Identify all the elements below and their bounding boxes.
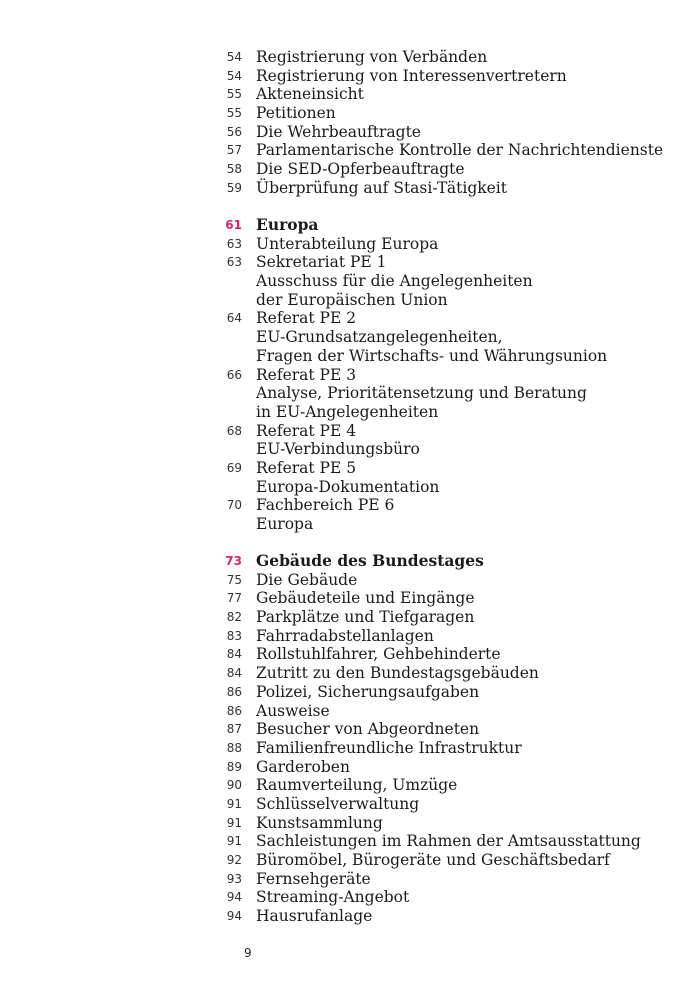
- toc-title: Schlüsselverwaltung: [256, 794, 420, 813]
- toc-group-gebaeude: [0, 552, 700, 926]
- toc-page-number: 68: [226, 423, 242, 438]
- toc-page-number: 77: [226, 591, 242, 606]
- toc-page-number: 87: [226, 722, 242, 737]
- toc-group-europa: [0, 216, 700, 534]
- toc-entry[interactable]: [0, 123, 700, 142]
- toc-page-number: 54: [226, 50, 242, 64]
- toc-page-number: 83: [226, 628, 242, 643]
- toc-page-number: 90: [226, 778, 242, 793]
- toc-title: Referat PE 4: [256, 421, 357, 440]
- toc-title: Garderoben: [256, 757, 350, 776]
- toc-title: Sachleistungen im Rahmen der Amtsausstattung: [256, 832, 641, 851]
- toc-title: Büromöbel, Bürogeräte und Geschäftsbedarf: [256, 851, 610, 869]
- toc-title: Die SED-Opferbeauftragte: [256, 160, 465, 179]
- toc-heading-page-number: 61: [225, 218, 242, 232]
- toc-entry-continuation: [0, 403, 700, 422]
- toc-entry[interactable]: [0, 851, 700, 870]
- toc-entry-continuation: [0, 272, 700, 291]
- toc-page-number: 93: [226, 871, 242, 886]
- toc-entry[interactable]: [0, 683, 700, 702]
- toc-title: Rollstuhlfahrer, Gehbehinderte: [256, 645, 501, 664]
- toc-title: Zutritt zu den Bundestagsgebäuden: [256, 664, 539, 683]
- toc-title: Besucher von Abgeordneten: [256, 720, 480, 739]
- toc-entry[interactable]: [0, 48, 700, 67]
- toc-entry[interactable]: [0, 67, 700, 86]
- toc-title: Parkplätze und Tiefgaragen: [256, 608, 475, 627]
- toc-title: Die Gebäude: [256, 570, 358, 589]
- toc-entry[interactable]: [0, 422, 700, 441]
- toc-page-number: 91: [226, 796, 242, 811]
- toc-title: Unterabteilung Europa: [256, 234, 439, 253]
- toc-entry[interactable]: [0, 235, 700, 254]
- toc-title: Fahrradabstellanlagen: [256, 626, 434, 645]
- toc-title: Fachbereich PE 6: [256, 496, 395, 515]
- toc-entry[interactable]: [0, 645, 700, 664]
- toc-page-number: 94: [226, 890, 242, 905]
- toc-entry-continuation: [0, 347, 700, 366]
- toc-title: Fernsehgeräte: [256, 869, 371, 888]
- toc-title: Kunstsammlung: [256, 813, 383, 832]
- toc-title: Gebäudeteile und Eingänge: [256, 589, 475, 608]
- toc-entry[interactable]: [0, 627, 700, 646]
- toc-title: Referat PE 2: [256, 309, 357, 328]
- toc-title: Überprüfung auf Stasi-Tätigkeit: [256, 178, 507, 197]
- toc-section-heading[interactable]: [0, 552, 700, 571]
- toc-page-number: 88: [226, 740, 242, 755]
- toc-page-number: 91: [226, 815, 242, 830]
- toc-entry[interactable]: [0, 179, 700, 198]
- toc-title: Referat PE 3: [256, 365, 357, 384]
- toc-entry[interactable]: [0, 366, 700, 385]
- toc-entry-continuation: [0, 440, 700, 459]
- toc-entry[interactable]: [0, 589, 700, 608]
- toc-page-number: 66: [226, 367, 242, 382]
- toc-entry[interactable]: [0, 888, 700, 907]
- toc-title: Referat PE 5: [256, 458, 357, 477]
- toc-group-general: [0, 48, 700, 198]
- toc-page-number: 63: [226, 255, 242, 270]
- toc-title: Ausweise: [256, 701, 330, 720]
- toc-entry[interactable]: [0, 309, 700, 328]
- toc-title: Akteneinsicht: [256, 85, 364, 104]
- toc-entry-continuation: [0, 478, 700, 497]
- toc-page-number: 54: [226, 68, 242, 83]
- toc-entry[interactable]: [0, 459, 700, 478]
- toc-entry[interactable]: [0, 253, 700, 272]
- toc-section-heading[interactable]: [0, 216, 700, 235]
- toc-subtitle: Europa-Dokumentation: [256, 477, 440, 496]
- toc-title: Polizei, Sicherungsaufgaben: [256, 682, 480, 701]
- toc-page-number: 75: [226, 572, 242, 587]
- toc-page-number: 84: [226, 666, 242, 681]
- toc-entry[interactable]: [0, 795, 700, 814]
- toc-heading-page-number: 73: [225, 554, 242, 568]
- toc-title: Registrierung von Verbänden: [256, 48, 488, 66]
- toc-subtitle: in EU-Angelegenheiten: [256, 402, 439, 421]
- toc-entry[interactable]: [0, 664, 700, 683]
- toc-page-number: 89: [226, 759, 242, 774]
- toc-entry[interactable]: [0, 571, 700, 590]
- toc-title: Die Wehrbeauftragte: [256, 122, 421, 141]
- toc-subtitle: Europa: [256, 515, 314, 533]
- toc-entry[interactable]: [0, 776, 700, 795]
- toc-title: Raumverteilung, Umzüge: [256, 776, 458, 795]
- toc-entry-continuation: [0, 384, 700, 403]
- toc-subtitle: Ausschuss für die Angelegenheiten: [256, 272, 533, 291]
- toc-entry[interactable]: [0, 870, 700, 889]
- toc-title: Hausrufanlage: [256, 907, 373, 926]
- toc-page-number: 56: [226, 124, 242, 139]
- toc-page-number: 55: [226, 106, 242, 121]
- page-number: 9: [244, 946, 252, 960]
- toc-page-number: 69: [226, 460, 242, 475]
- toc-entry-continuation: [0, 291, 700, 310]
- toc-page-number: 59: [226, 180, 242, 195]
- toc-entry[interactable]: [0, 496, 700, 515]
- toc-page-number: 55: [226, 87, 242, 102]
- toc-entry[interactable]: [0, 832, 700, 851]
- toc-entry[interactable]: [0, 141, 700, 160]
- toc-page-number: 57: [226, 143, 242, 158]
- toc-page-number: 86: [226, 684, 242, 699]
- toc-heading-title: Europa: [256, 215, 319, 234]
- toc-page-number: 64: [226, 311, 242, 326]
- toc-page-number: 58: [226, 162, 242, 177]
- toc-entry-continuation: [0, 515, 700, 534]
- toc-page-number: 63: [226, 236, 242, 251]
- toc-page-number: 86: [226, 703, 242, 718]
- toc-subtitle: EU-Grundsatzangelegenheiten,: [256, 328, 503, 347]
- toc-entry[interactable]: [0, 85, 700, 104]
- toc-page-number: 70: [226, 498, 242, 513]
- toc-entry[interactable]: [0, 702, 700, 721]
- toc-subtitle: der Europäischen Union: [256, 290, 448, 309]
- toc-subtitle: Analyse, Prioritätensetzung und Beratung: [256, 384, 587, 403]
- toc-entry[interactable]: [0, 720, 700, 739]
- toc-page-number: 82: [226, 610, 242, 625]
- toc-title: Streaming-Angebot: [256, 888, 410, 907]
- toc-subtitle: Fragen der Wirtschafts- und Währungsunion: [256, 346, 608, 365]
- toc-entry[interactable]: [0, 160, 700, 179]
- toc-title: Parlamentarische Kontrolle der Nachrichtendienste: [256, 141, 664, 160]
- toc-page-number: 94: [226, 909, 242, 924]
- toc-heading-title: Gebäude des Bundestages: [256, 551, 484, 570]
- toc-entry[interactable]: [0, 104, 700, 123]
- toc-entry[interactable]: [0, 814, 700, 833]
- toc-page-number: 91: [226, 834, 242, 849]
- toc-title: Petitionen: [256, 104, 336, 123]
- toc-page-number: 84: [226, 647, 242, 662]
- toc-subtitle: EU-Verbindungsbüro: [256, 440, 420, 459]
- toc-entry-continuation: [0, 328, 700, 347]
- toc-entry[interactable]: [0, 758, 700, 777]
- toc-title: Sekretariat PE 1: [256, 253, 387, 272]
- toc-entry[interactable]: [0, 739, 700, 758]
- toc-entry[interactable]: [0, 608, 700, 627]
- toc-title: Familienfreundliche Infrastruktur: [256, 738, 522, 757]
- toc-title: Registrierung von Interessenvertretern: [256, 66, 567, 85]
- toc-entry[interactable]: [0, 907, 700, 926]
- toc-page-number: 92: [226, 853, 242, 867]
